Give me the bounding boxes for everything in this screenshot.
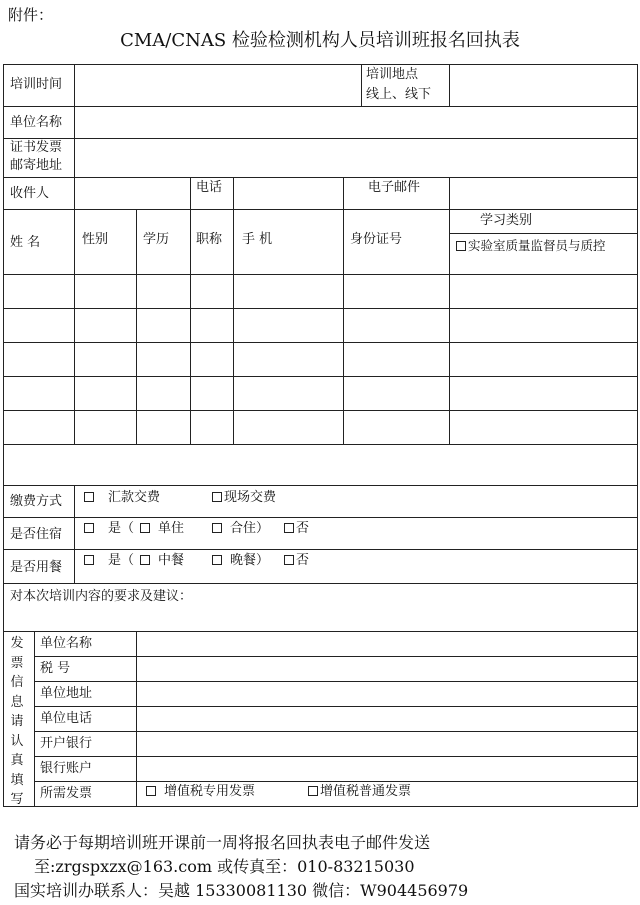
meal-label: 是否用餐 (10, 560, 63, 575)
invoice-tax-number-field[interactable] (137, 657, 637, 681)
checkbox-icon[interactable] (84, 555, 94, 565)
invoice-bank-label: 开户银行 (40, 736, 93, 751)
participant-row[interactable] (4, 377, 637, 410)
recipient-label: 收件人 (10, 186, 50, 201)
invoice-phone-field[interactable] (137, 707, 637, 731)
checkbox-icon[interactable] (84, 492, 94, 502)
gender-column-header: 性别 (82, 232, 109, 247)
invoice-address-field[interactable] (137, 682, 637, 706)
training-location-mode-label: 线上、线下 (366, 87, 432, 102)
payment-method-label: 缴费方式 (10, 494, 63, 509)
invoice-account-field[interactable] (137, 757, 637, 781)
suggestions-field[interactable] (4, 607, 637, 631)
footer-instruction: 请务必于每期培训班开课前一周将报名回执表电子邮件发送 (14, 833, 431, 852)
checkbox-icon[interactable] (146, 786, 156, 796)
training-location-label: 培训地点 (366, 67, 419, 82)
phone-field[interactable] (234, 178, 343, 209)
id-number-column-header: 身份证号 (350, 232, 403, 247)
participant-row[interactable] (4, 411, 637, 444)
meal-yes-option[interactable]: 是（ (84, 553, 134, 569)
checkbox-icon[interactable] (284, 555, 294, 565)
lodging-no-option[interactable]: 否 (284, 521, 309, 537)
training-location-field[interactable] (450, 65, 637, 106)
name-column-header: 姓 名 (10, 235, 41, 250)
cert-address-label-line1: 证书发票 (10, 140, 63, 155)
meal-lunch-option[interactable]: 中餐 (140, 553, 184, 569)
email-label: 电子邮件 (368, 180, 421, 195)
participant-row[interactable] (4, 343, 637, 376)
checkbox-icon[interactable] (212, 555, 222, 565)
email-field[interactable] (450, 178, 637, 209)
meal-dinner-option[interactable]: 晚餐） (212, 553, 269, 569)
invoice-phone-label: 单位电话 (40, 711, 93, 726)
title-column-header: 职称 (196, 232, 223, 247)
invoice-account-label: 银行账户 (40, 761, 93, 776)
normal-invoice-option[interactable]: 增值税普通发票 (308, 784, 411, 800)
checkbox-icon[interactable] (140, 555, 150, 565)
participant-row[interactable] (4, 445, 637, 485)
participant-row[interactable] (4, 309, 637, 342)
meal-no-option[interactable]: 否 (284, 553, 309, 569)
company-name-field[interactable] (75, 107, 637, 138)
footer-email-fax: 至:zrgspxzx@163.com 或传真至：010-83215030 (34, 857, 415, 876)
education-column-header: 学历 (143, 232, 170, 247)
study-type-column-header: 学习类别 (480, 213, 533, 228)
payment-onsite-option[interactable]: 现场交费 (212, 490, 276, 506)
payment-transfer-option[interactable]: 汇款交费 (84, 490, 160, 506)
invoice-side-label: 发票信息请认真填写 (10, 636, 24, 807)
invoice-address-label: 单位地址 (40, 686, 93, 701)
checkbox-icon[interactable] (284, 523, 294, 533)
invoice-company-label: 单位名称 (40, 636, 93, 651)
footer-contact: 国实培训办联系人：吴越 15330081130 微信：W904456979 (14, 881, 469, 900)
recipient-field[interactable] (75, 178, 190, 209)
checkbox-icon[interactable] (456, 241, 466, 251)
invoice-tax-number-label: 税 号 (40, 661, 71, 676)
training-time-field[interactable] (75, 65, 361, 106)
course-option-label: 实验室质量监督员与质控 (468, 238, 606, 253)
checkbox-icon[interactable] (140, 523, 150, 533)
cert-address-label-line2: 邮寄地址 (10, 158, 63, 173)
invoice-company-field[interactable] (137, 632, 637, 656)
course-option-checkbox-row[interactable] (456, 238, 606, 254)
special-invoice-option[interactable]: 增值税专用发票 (146, 784, 255, 800)
lodging-shared-option[interactable]: 合住） (212, 521, 269, 537)
checkbox-icon[interactable] (308, 786, 318, 796)
invoice-type-label: 所需发票 (40, 786, 93, 801)
training-time-label: 培训时间 (10, 77, 63, 92)
checkbox-icon[interactable] (212, 523, 222, 533)
participant-row[interactable] (4, 275, 637, 308)
lodging-yes-option[interactable]: 是（ (84, 521, 134, 537)
attachment-label: 附件： (8, 6, 54, 24)
mobile-column-header: 手 机 (242, 232, 273, 247)
company-name-label: 单位名称 (10, 115, 63, 130)
invoice-bank-field[interactable] (137, 732, 637, 756)
suggestions-label: 对本次培训内容的要求及建议： (10, 589, 193, 604)
lodging-label: 是否住宿 (10, 527, 63, 542)
form-title: CMA/CNAS 检验检测机构人员培训班报名回执表 (120, 30, 520, 51)
cert-address-field[interactable] (75, 139, 637, 177)
lodging-single-option[interactable]: 单住 (140, 521, 184, 537)
checkbox-icon[interactable] (84, 523, 94, 533)
checkbox-icon[interactable] (212, 492, 222, 502)
phone-label: 电话 (196, 180, 223, 195)
